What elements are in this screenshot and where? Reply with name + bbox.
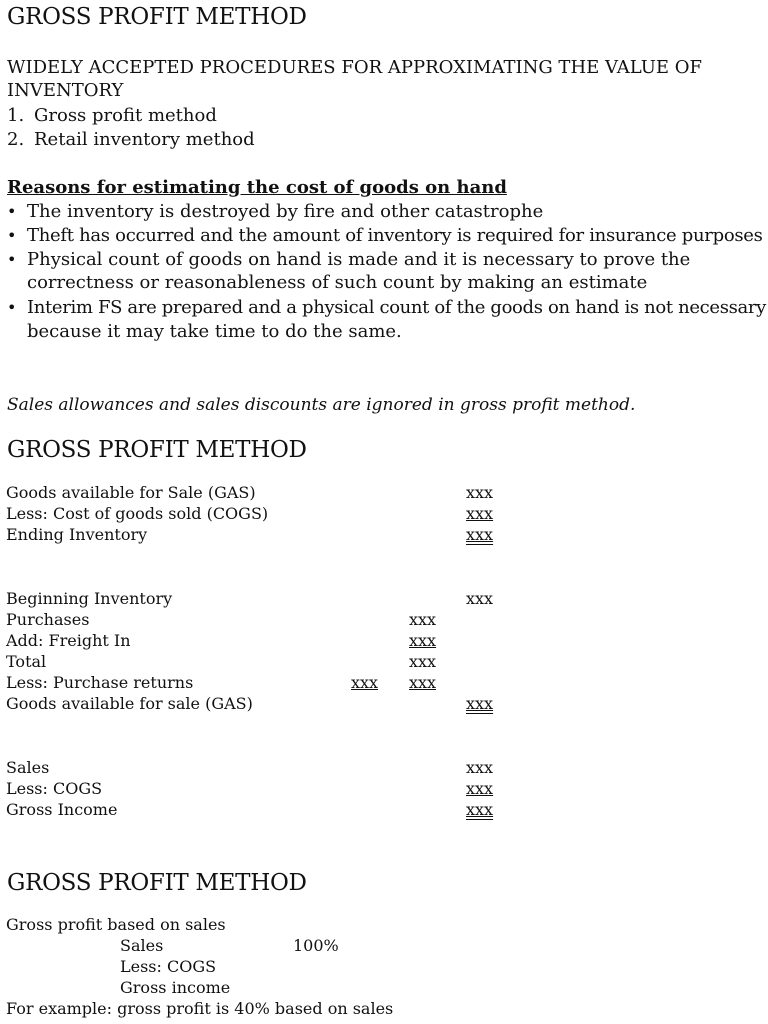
text-line: Gross profit based on sales: [6, 915, 226, 934]
table-cell: xxx: [466, 525, 494, 544]
table-row-label: Less: Cost of goods sold (COGS): [6, 504, 269, 523]
section-title: GROSS PROFIT METHOD: [7, 870, 307, 896]
example-text: For example: gross profit is 40% based on sales: [6, 999, 394, 1018]
table-cell: xxx: [409, 652, 437, 671]
table-cell: xxx: [466, 758, 494, 777]
table-cell: xxx: [351, 673, 379, 692]
table-row-label: Beginning Inventory: [6, 589, 173, 608]
section-title: GROSS PROFIT METHOD: [7, 437, 307, 463]
list-item-continuation: because it may take time to do the same.: [27, 321, 402, 342]
list-item-number: 1.: [7, 105, 25, 126]
table-cell: xxx: [466, 504, 494, 523]
table-row-label: Goods available for Sale (GAS): [6, 483, 256, 502]
list-item: Interim FS are prepared and a physical count of the goods on hand is not necessary: [27, 297, 766, 318]
bullet-icon: •: [7, 298, 17, 317]
table-cell: xxx: [409, 610, 437, 629]
table-row-label: Goods available for sale (GAS): [6, 694, 253, 713]
procedures-heading-line1: WIDELY ACCEPTED PROCEDURES FOR APPROXIMATING THE VALUE OF: [7, 57, 703, 78]
procedures-heading-line2: INVENTORY: [7, 80, 124, 101]
table-cell: xxx: [409, 673, 437, 692]
page-title: GROSS PROFIT METHOD: [7, 4, 307, 30]
list-item: Gross profit method: [34, 105, 217, 126]
list-item-number: 2.: [7, 129, 25, 150]
bullet-icon: •: [7, 226, 17, 245]
list-item: The inventory is destroyed by fire and other catastrophe: [27, 201, 544, 222]
table-cell: 100%: [293, 936, 339, 955]
table-row-label: Gross Income: [6, 800, 118, 819]
table-row-label: Ending Inventory: [6, 525, 148, 544]
table-row-label: Less: Purchase returns: [6, 673, 194, 692]
list-item: Physical count of goods on hand is made and it is necessary to prove the: [27, 249, 691, 270]
note-text: Sales allowances and sales discounts are ignored in gross profit method.: [7, 395, 636, 415]
table-row-label: Gross income: [120, 978, 231, 997]
list-item: Theft has occurred and the amount of inventory is required for insurance purposes: [27, 225, 763, 246]
table-cell: xxx: [466, 800, 494, 819]
table-row-label: Total: [6, 652, 47, 671]
reasons-heading: Reasons for estimating the cost of goods on hand: [7, 177, 507, 198]
table-row-label: Sales: [6, 758, 50, 777]
table-cell: xxx: [466, 779, 494, 798]
bullet-icon: •: [7, 202, 17, 221]
table-cell: xxx: [466, 694, 494, 713]
table-row-label: Purchases: [6, 610, 90, 629]
table-row-label: Less: COGS: [120, 957, 217, 976]
table-cell: xxx: [466, 589, 494, 608]
list-item-continuation: correctness or reasonableness of such count by making an estimate: [27, 272, 648, 293]
table-row-label: Sales: [120, 936, 164, 955]
table-row-label: Less: COGS: [6, 779, 103, 798]
table-row-label: Add: Freight In: [6, 631, 131, 650]
bullet-icon: •: [7, 250, 17, 269]
list-item: Retail inventory method: [34, 129, 255, 150]
table-cell: xxx: [409, 631, 437, 650]
table-cell: xxx: [466, 483, 494, 502]
